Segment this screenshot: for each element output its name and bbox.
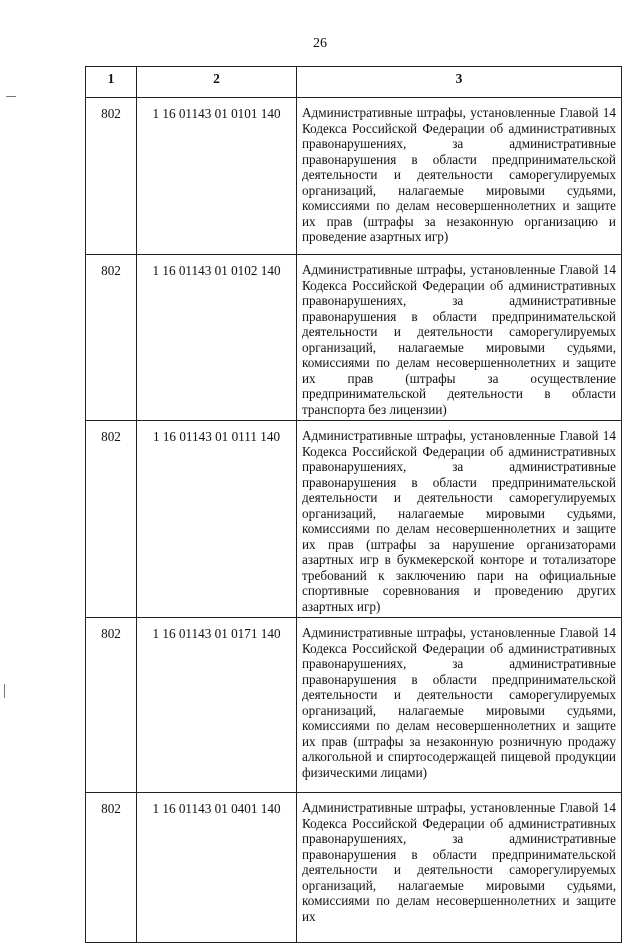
kbk-code-cell: 1 16 01143 01 0101 140 xyxy=(137,98,297,255)
column-header-3: 3 xyxy=(297,67,622,98)
kbk-table xyxy=(85,66,622,943)
table-row xyxy=(86,793,622,943)
description-cell: Административные штрафы, установленные Главой 14 Кодекса Российской Федерации об административных правонарушениях, за административные правонарушения в области предпринимательской деятельности и деятельности саморегулируемых организаций, налагаемые мировыми судьями, комиссиями по делам несовершеннолетних и защите их xyxy=(297,793,622,943)
margin-mark-left xyxy=(6,96,16,97)
table-row xyxy=(86,421,622,618)
column-header-1: 1 xyxy=(86,67,137,98)
margin-mark-left xyxy=(4,684,5,698)
description-cell: Административные штрафы, установленные Главой 14 Кодекса Российской Федерации об административных правонарушениях, за административные правонарушения в области предпринимательской деятельности и деятельности саморегулируемых организаций, налагаемые мировыми судьями, комиссиями по делам несовершеннолетних и защите их прав (штрафы за незаконную организацию и проведение азартных игр) xyxy=(297,98,622,255)
table-header-row xyxy=(86,67,622,98)
admin-code-cell: 802 xyxy=(86,793,137,943)
table-row xyxy=(86,255,622,421)
kbk-code-cell: 1 16 01143 01 0102 140 xyxy=(137,255,297,421)
kbk-code-cell: 1 16 01143 01 0171 140 xyxy=(137,618,297,793)
kbk-code-cell: 1 16 01143 01 0111 140 xyxy=(137,421,297,618)
description-cell: Административные штрафы, установленные Главой 14 Кодекса Российской Федерации об административных правонарушениях, за административные правонарушения в области предпринимательской деятельности и деятельности саморегулируемых организаций, налагаемые мировыми судьями, комиссиями по делам несовершеннолетних и защите их прав (штрафы за осуществление предпринимательской деятельности в области транспорта без лицензии) xyxy=(297,255,622,421)
description-cell: Административные штрафы, установленные Главой 14 Кодекса Российской Федерации об административных правонарушениях, за административные правонарушения в области предпринимательской деятельности и деятельности саморегулируемых организаций, налагаемые мировыми судьями, комиссиями по делам несовершеннолетних и защите их прав (штрафы за незаконную розничную продажу алкогольной и спиртосодержащей пищевой продукции физическими лицами) xyxy=(297,618,622,793)
page-number: 26 xyxy=(313,36,327,51)
description-cell: Административные штрафы, установленные Главой 14 Кодекса Российской Федерации об административных правонарушениях, за административные правонарушения в области предпринимательской деятельности и деятельности саморегулируемых организаций, налагаемые мировыми судьями, комиссиями по делам несовершеннолетних и защите их прав (штрафы за нарушение организаторами азартных игр в букмекерской конторе и тотализаторе требований к заключению пари на официальные спортивные соревнования и проведению других азартных игр) xyxy=(297,421,622,618)
table-row xyxy=(86,618,622,793)
admin-code-cell: 802 xyxy=(86,421,137,618)
admin-code-cell: 802 xyxy=(86,255,137,421)
admin-code-cell: 802 xyxy=(86,98,137,255)
column-header-2: 2 xyxy=(137,67,297,98)
admin-code-cell: 802 xyxy=(86,618,137,793)
kbk-code-cell: 1 16 01143 01 0401 140 xyxy=(137,793,297,943)
table-row xyxy=(86,98,622,255)
